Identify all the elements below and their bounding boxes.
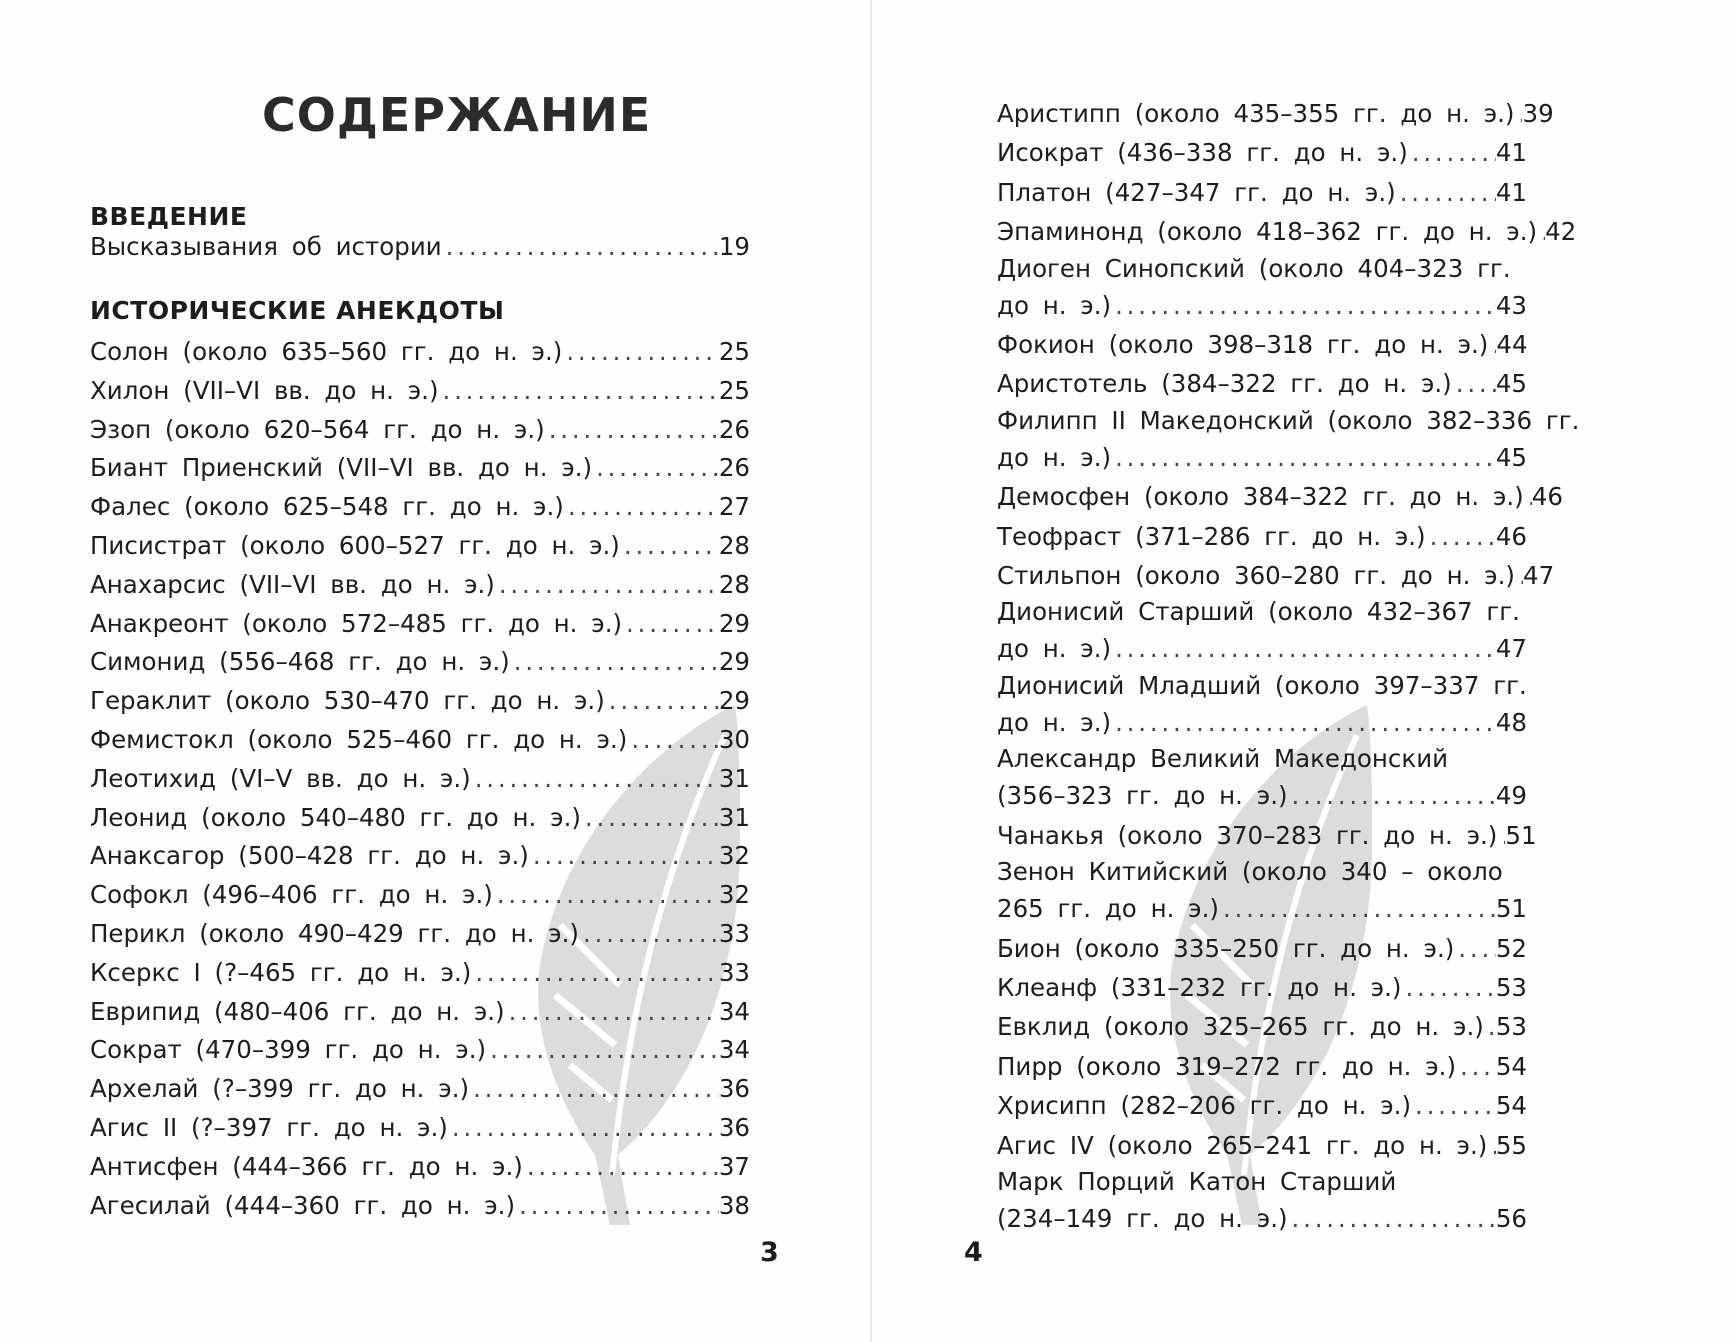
toc-entry[interactable] <box>997 855 1527 928</box>
entry-title-line1: Александр Великий Македонский <box>997 744 1449 774</box>
leader-dots <box>1111 438 1496 477</box>
entry-page-number: 46 <box>1495 521 1527 551</box>
entry-page-number: 42 <box>1545 217 1577 247</box>
toc-entry[interactable] <box>90 333 750 372</box>
leader-dots <box>564 488 719 527</box>
toc-entry[interactable] <box>997 212 1577 251</box>
entry-title-line2: до н. э.) <box>997 634 1112 664</box>
entry-page-number: 51 <box>1495 894 1527 924</box>
toc-entry[interactable] <box>90 1187 750 1226</box>
toc-entry[interactable] <box>997 364 1527 403</box>
entry-page-number: 39 <box>1522 99 1554 128</box>
leader-dots <box>592 449 719 488</box>
entry-title: Еврипид (480–406 гг. до н. э.) <box>90 996 505 1026</box>
entry-page-number: 47 <box>1495 634 1527 664</box>
toc-entry[interactable] <box>997 816 1537 855</box>
leader-dots <box>515 1187 719 1226</box>
leader-dots <box>1487 1126 1495 1165</box>
entry-title: Высказывания об истории <box>90 232 442 261</box>
entry-title: Хилон (VII–VI вв. до н. э.) <box>90 375 439 405</box>
leader-dots <box>523 1148 719 1187</box>
entry-page-number: 34 <box>718 996 750 1026</box>
entry-page-number: 32 <box>718 880 750 910</box>
page-number-footer: 4 <box>964 1237 983 1268</box>
toc-entry[interactable] <box>997 517 1527 556</box>
entry-title: Агис IV (около 265–241 гг. до н. э.) <box>997 1130 1488 1160</box>
entry-title: Платон (427–347 гг. до н. э.) <box>997 177 1396 207</box>
toc-entry[interactable] <box>997 669 1527 742</box>
entry-title: Писистрат (около 600–527 гг. до н. э.) <box>90 530 620 560</box>
entry-title-line1: Диоген Синопский (около 404–323 гг. <box>997 253 1511 283</box>
entry-page-number: 45 <box>1495 369 1527 399</box>
entry-page-number: 45 <box>1495 442 1527 472</box>
entry-page-number: 25 <box>718 337 750 366</box>
entry-title-line1: Дионисий Старший (около 432–367 гг. <box>997 597 1520 627</box>
leader-dots <box>493 876 719 915</box>
entry-title-line1: Дионисий Младший (около 397–337 гг. <box>997 670 1527 700</box>
entry-page-number: 53 <box>1495 972 1527 1002</box>
entry-title-line2: до н. э.) <box>997 290 1112 320</box>
entry-page-number: 37 <box>718 1151 750 1181</box>
leader-dots <box>622 605 719 644</box>
leader-dots <box>1537 212 1545 251</box>
toc-entry[interactable] <box>997 1047 1527 1086</box>
entry-page-number: 38 <box>718 1190 750 1220</box>
toc-entry[interactable] <box>90 915 750 954</box>
toc-list-anecdotes <box>90 333 750 1225</box>
toc-entry[interactable] <box>90 799 750 838</box>
entry-page-number: 56 <box>1495 1203 1527 1233</box>
leader-dots <box>1426 517 1496 556</box>
leader-dots <box>1401 968 1495 1007</box>
entry-title-line2: до н. э.) <box>997 707 1112 737</box>
leader-dots <box>605 682 719 721</box>
entry-title: Гераклит (около 530–470 гг. до н. э.) <box>90 686 605 716</box>
toc-entry[interactable] <box>90 228 750 267</box>
entry-title: Фалес (около 625–548 гг. до н. э.) <box>90 492 564 522</box>
entry-title: Перикл (около 490–429 гг. до н. э.) <box>90 918 579 948</box>
leader-dots <box>448 1109 719 1148</box>
entry-page-number: 54 <box>1495 1091 1527 1121</box>
page-title: СОДЕРЖАНИЕ <box>262 88 652 142</box>
toc-entry[interactable] <box>90 1070 750 1109</box>
entry-title: Солон (около 635–560 гг. до н. э.) <box>90 337 563 366</box>
page-number-footer: 3 <box>760 1237 779 1268</box>
entry-title: Леонид (около 540–480 гг. до н. э.) <box>90 802 581 832</box>
toc-entry[interactable] <box>90 605 750 644</box>
entry-page-number: 31 <box>718 763 750 793</box>
entry-title: Чанакья (около 370–283 гг. до н. э.) <box>997 820 1498 850</box>
entry-page-number: 46 <box>1531 482 1563 512</box>
leader-dots <box>1111 629 1496 668</box>
entry-title: Фемистокл (около 525–460 гг. до н. э.) <box>90 724 628 754</box>
toc-entry[interactable] <box>997 1007 1527 1046</box>
toc-entry[interactable] <box>90 566 750 605</box>
entry-page-number: 33 <box>718 918 750 948</box>
toc-entry[interactable] <box>997 325 1527 364</box>
entry-title: Ксеркс I (?–465 гг. до н. э.) <box>90 957 472 987</box>
leader-dots <box>1111 703 1496 742</box>
toc-entry[interactable] <box>90 1109 750 1148</box>
entry-page-number: 25 <box>718 375 750 405</box>
entry-title: Аристотель (384–322 гг. до н. э.) <box>997 369 1452 399</box>
entry-title: Архелай (?–399 гг. до н. э.) <box>90 1074 470 1104</box>
entry-page-number: 32 <box>718 841 750 871</box>
leader-dots <box>1288 1199 1496 1238</box>
leader-dots <box>471 954 718 993</box>
leader-dots <box>439 372 719 411</box>
toc-entry[interactable] <box>90 876 750 915</box>
leader-dots <box>486 1031 719 1070</box>
entry-title-line2: до н. э.) <box>997 442 1112 472</box>
entry-title: Антисфен (444–366 гг. до н. э.) <box>90 1151 523 1181</box>
entry-page-number: 29 <box>718 647 750 677</box>
entry-title-line1: Филипп II Македонский (около 382–336 гг. <box>997 405 1580 435</box>
entry-title: Стильпон (около 360–280 гг. до н. э.) <box>997 561 1515 591</box>
entry-page-number: 29 <box>718 686 750 716</box>
entry-page-number: 33 <box>718 957 750 987</box>
leader-dots <box>510 643 719 682</box>
leader-dots <box>469 1070 719 1109</box>
leader-dots <box>1452 364 1496 403</box>
entry-title: Бион (около 335–250 гг. до н. э.) <box>997 933 1455 963</box>
entry-page-number: 55 <box>1495 1130 1527 1160</box>
entry-page-number: 43 <box>1495 290 1527 320</box>
leader-dots <box>1396 173 1496 212</box>
toc-entry[interactable] <box>997 133 1527 172</box>
toc-entry[interactable] <box>997 556 1555 595</box>
leader-dots <box>579 915 719 954</box>
entry-title: Пирр (около 319–272 гг. до н. э.) <box>997 1051 1456 1081</box>
entry-title: Исократ (436–338 гг. до н. э.) <box>997 138 1408 168</box>
entry-page-number: 31 <box>718 802 750 832</box>
entry-title: Леотихид (VI–V вв. до н. э.) <box>90 763 471 793</box>
leader-dots <box>1514 94 1522 133</box>
leader-dots <box>562 333 719 372</box>
toc-entry[interactable] <box>90 760 750 799</box>
entry-title: Биант Приенский (VII–VI вв. до н. э.) <box>90 453 593 483</box>
entry-page-number: 49 <box>1495 781 1527 811</box>
entry-title-line2: 265 гг. до н. э.) <box>997 894 1219 924</box>
entry-page-number: 36 <box>718 1112 750 1142</box>
toc-entry[interactable] <box>90 1031 750 1070</box>
entry-page-number: 19 <box>718 232 750 261</box>
toc-entry[interactable] <box>997 1165 1527 1238</box>
leader-dots <box>471 760 719 799</box>
leader-dots <box>545 411 719 450</box>
right-page <box>872 0 1735 1342</box>
toc-entry[interactable] <box>997 173 1527 212</box>
entry-page-number: 52 <box>1495 933 1527 963</box>
toc-entry[interactable] <box>997 252 1527 325</box>
entry-title: Теофраст (371–286 гг. до н. э.) <box>997 521 1426 551</box>
leader-dots <box>1515 556 1523 595</box>
entry-page-number: 54 <box>1495 1051 1527 1081</box>
entry-title: Симонид (556–468 гг. до н. э.) <box>90 647 510 677</box>
leader-dots <box>1484 1007 1496 1046</box>
entry-page-number: 36 <box>718 1074 750 1104</box>
leader-dots <box>1456 1047 1496 1086</box>
entry-title: Анаксагор (500–428 гг. до н. э.) <box>90 841 529 871</box>
entry-title: Анакреонт (около 572–485 гг. до н. э.) <box>90 608 623 638</box>
entry-title: Фокион (около 398–318 гг. до н. э.) <box>997 330 1489 360</box>
entry-title: Клеанф (331–232 гг. до н. э.) <box>997 972 1402 1002</box>
toc-entry[interactable] <box>997 94 1554 133</box>
entry-page-number: 41 <box>1495 138 1527 168</box>
leader-dots <box>1411 1086 1496 1125</box>
toc-list-introduction <box>90 228 750 267</box>
entry-title: Агис II (?–397 гг. до н. э.) <box>90 1112 448 1142</box>
toc-entry[interactable] <box>997 404 1580 477</box>
entry-page-number: 44 <box>1496 330 1528 360</box>
toc-entry[interactable] <box>997 742 1527 815</box>
leader-dots <box>1219 889 1496 928</box>
leader-dots <box>529 837 719 876</box>
leader-dots <box>1288 776 1496 815</box>
entry-title: Евклид (около 325–265 гг. до н. э.) <box>997 1012 1484 1042</box>
entry-title: Сократ (470–399 гг. до н. э.) <box>90 1035 487 1065</box>
toc-entry[interactable] <box>90 643 750 682</box>
entry-title-line1: Зенон Китийский (около 340 – около <box>997 857 1503 887</box>
entry-page-number: 51 <box>1505 820 1537 850</box>
toc-entry[interactable] <box>90 527 750 566</box>
entry-title: Аристипп (около 435–355 гг. до н. э.) <box>997 99 1515 128</box>
toc-entry[interactable] <box>90 993 750 1032</box>
toc-entry[interactable] <box>90 372 750 411</box>
toc-entry[interactable] <box>997 968 1527 1007</box>
entry-title: Анахарсис (VII–VI вв. до н. э.) <box>90 569 495 599</box>
toc-entry[interactable] <box>90 488 750 527</box>
leader-dots <box>1497 816 1505 855</box>
leader-dots <box>1111 286 1496 325</box>
section-heading-introduction: ВВЕДЕНИЕ <box>90 202 248 231</box>
toc-entry[interactable] <box>90 837 750 876</box>
leader-dots <box>620 527 719 566</box>
toc-entry[interactable] <box>997 1126 1527 1165</box>
entry-title-line2: (234–149 гг. до н. э.) <box>997 1203 1288 1233</box>
leader-dots <box>505 993 719 1032</box>
leader-dots <box>1524 477 1532 516</box>
entry-page-number: 28 <box>718 569 750 599</box>
toc-entry[interactable] <box>90 682 750 721</box>
entry-title: Эпаминонд (около 418–362 гг. до н. э.) <box>997 217 1538 247</box>
entry-title-line1: Марк Порций Катон Старший <box>997 1166 1397 1196</box>
entry-page-number: 26 <box>718 453 750 483</box>
toc-entry[interactable] <box>90 449 750 488</box>
entry-page-number: 47 <box>1522 561 1555 591</box>
entry-title: Софокл (496–406 гг. до н. э.) <box>90 880 493 910</box>
entry-page-number: 34 <box>718 1035 750 1065</box>
section-heading-anecdotes: ИСТОРИЧЕСКИЕ АНЕКДОТЫ <box>90 296 505 325</box>
toc-entry[interactable] <box>997 595 1527 668</box>
leader-dots <box>581 799 719 838</box>
entry-title: Хрисипп (282–206 гг. до н. э.) <box>997 1091 1412 1121</box>
leader-dots <box>1408 133 1496 172</box>
entry-page-number: 53 <box>1495 1012 1527 1042</box>
toc-entry[interactable] <box>90 411 750 450</box>
toc-entry[interactable] <box>997 929 1527 968</box>
toc-entry[interactable] <box>997 1086 1527 1125</box>
leader-dots <box>442 228 719 267</box>
entry-page-number: 27 <box>718 492 750 522</box>
entry-page-number: 26 <box>718 414 750 444</box>
toc-entry[interactable] <box>997 477 1563 516</box>
entry-title: Эзоп (около 620–564 гг. до н. э.) <box>90 414 545 444</box>
toc-entry[interactable] <box>90 954 750 993</box>
entry-page-number: 30 <box>718 724 750 754</box>
leader-dots <box>627 721 719 760</box>
entry-page-number: 29 <box>718 608 750 638</box>
toc-entry[interactable] <box>90 1148 750 1187</box>
toc-entry[interactable] <box>90 721 750 760</box>
entry-page-number: 48 <box>1495 707 1527 737</box>
entry-title: Демосфен (около 384–322 гг. до н. э.) <box>997 482 1524 512</box>
toc-list-continued <box>997 94 1580 1238</box>
leader-dots <box>495 566 719 605</box>
entry-page-number: 41 <box>1495 177 1527 207</box>
leader-dots <box>1454 929 1496 968</box>
entry-title-line2: (356–323 гг. до н. э.) <box>997 781 1288 811</box>
entry-page-number: 28 <box>718 530 750 560</box>
leader-dots <box>1488 325 1496 364</box>
entry-title: Агесилай (444–360 гг. до н. э.) <box>90 1190 516 1220</box>
